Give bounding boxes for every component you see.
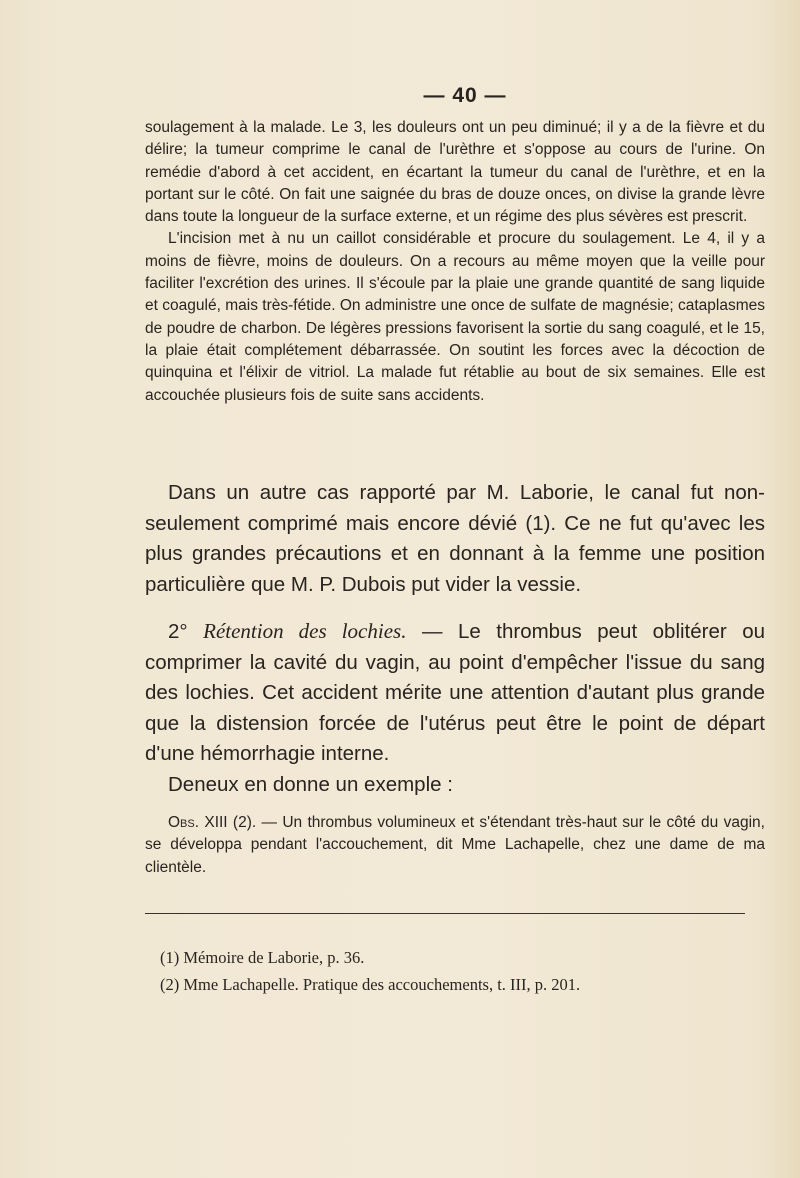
observation-label: Obs. XIII (2). (168, 814, 257, 831)
section-title: Rétention des lochies. (203, 619, 407, 643)
footnote-2: (2) Mme Lachapelle. Pratique des accouchements, t. III, p. 201. (160, 975, 581, 994)
paragraph-5: Deneux en donne un exemple : (168, 772, 453, 796)
paragraph-3: Dans un autre cas rapporté par M. Laborie, le canal fut non-seulement comprimé mais encore dévié (1). Ce ne fut qu'avec les plus grandes précautions et en donnant à la femme une position particulière que M. P. Dubois put vider la vessie. (145, 481, 765, 596)
page-number: — 40 — (423, 84, 507, 107)
section-body: — Le thrombus peut oblitérer ou comprimer la cavité du vagin, au point d'empêcher l'issue du sang des lochies. Cet accident mérite une attention d'autant plus grande que la distension forcée de l'utérus peut être le point de départ d'une hémorrhagie interne. (145, 620, 766, 765)
paragraph-1: soulagement à la malade. Le 3, les douleurs ont un peu diminué; il y a de la fièvre et du délire; la tumeur comprime le canal de l'urèthre et s'oppose au cours de l'urine. On remédie d'abord à cet accident, en écartant la tumeur du canal de l'urèthre, et en la portant sur le côté. On fait une saignée du bras de douze onces, on divise la grande lèvre dans toute la longueur de la surface externe, et un régime des plus sévères est prescrit. (145, 119, 765, 226)
observation-body: — Un thrombus volumineux et s'étendant très-haut sur le côté du vagin, se développa pendant l'accouchement, dit Mme Lachapelle, chez une dame de ma clientèle. (145, 814, 765, 876)
footnote-divider (145, 913, 745, 914)
section-number: 2° (168, 620, 188, 643)
footnote-1: (1) Mémoire de Laborie, p. 36. (160, 948, 365, 967)
observation-paragraph (145, 812, 765, 879)
paragraph-4 (145, 616, 765, 770)
paragraph-2: L'incision met à nu un caillot considérable et procure du soulagement. Le 4, il y a moins de fièvre, moins de douleurs. On a recours au même moyen que la veille pour faciliter l'excrétion des urines. Il s'écoule par la plaie une grande quantité de sang liquide et coagulé, mais très-fétide. On administre une once de sulfate de magnésie; cataplasmes de poudre de charbon. De légères pressions favorisent la sortie du sang coagulé, et le 15, la plaie était complétement débarrassée. On soutint les forces avec la décoction de quinquina et l'élixir de vitriol. La malade fut rétablie au bout de six semaines. Elle est accouchée plusieurs fois de suite sans accidents. (145, 230, 765, 404)
large-text-block (145, 478, 765, 800)
small-text-block (145, 117, 765, 407)
observation-block (145, 812, 765, 879)
footnotes (160, 944, 760, 998)
